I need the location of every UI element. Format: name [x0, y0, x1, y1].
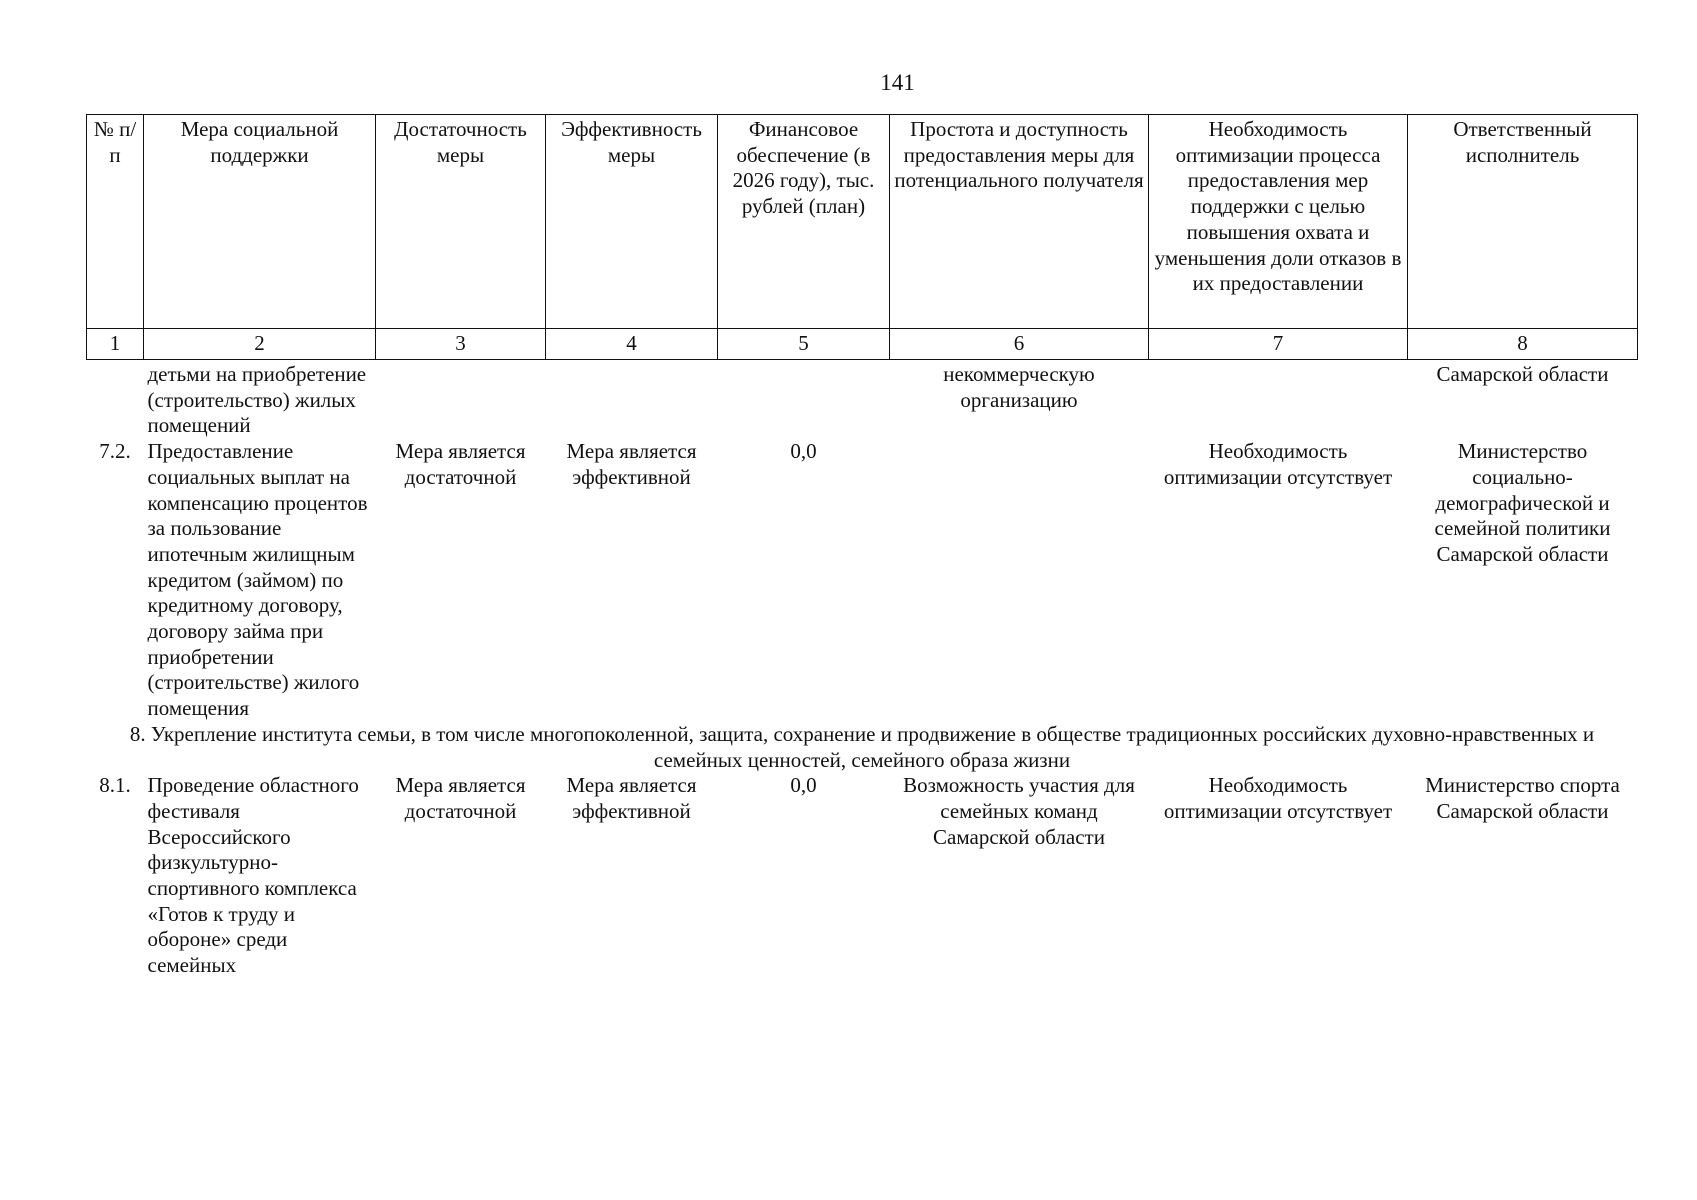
column-number: 8	[1408, 329, 1638, 360]
row-simplicity: Возможность участия для семейных команд Самарской области	[903, 773, 1135, 849]
header-executor: Ответственный исполнитель	[1408, 115, 1638, 329]
row-simplicity	[890, 439, 1149, 722]
measures-table	[86, 114, 1638, 979]
column-number: 4	[546, 329, 718, 360]
column-number: 7	[1149, 329, 1408, 360]
row-sufficiency: Мера является достаточной	[395, 773, 526, 823]
table-row	[87, 773, 1638, 979]
section-heading-row	[87, 722, 1638, 773]
column-number: 1	[87, 329, 144, 360]
row-finance: 0,0	[790, 439, 817, 464]
row-executor: Министерство спорта Самарской области	[1425, 773, 1620, 823]
row-optimization: Необходимость оптимизации отсутствует	[1163, 773, 1393, 823]
row-number: 8.1.	[99, 773, 131, 798]
header-finance: Финансовое обеспечение (в 2026 году), тыс. рублей (план)	[718, 115, 890, 329]
header-measure: Мера социальной поддержки	[144, 115, 376, 329]
header-efficiency: Эффективность меры	[546, 115, 718, 329]
row-number: 7.2.	[99, 439, 131, 464]
header-number: № п/п	[87, 115, 144, 329]
row-efficiency: Мера является эффективной	[566, 439, 697, 489]
row-efficiency	[546, 360, 718, 440]
row-executor: Самарской области	[1436, 362, 1609, 386]
section-heading: 8. Укрепление института семьи, в том числе многопоколенной, защита, сохранение и продвижение в обществе традиционных российских духовно-нравственных и семейных ценностей, семейного образа жизни	[129, 721, 1595, 772]
row-optimization	[1149, 360, 1408, 440]
header-simplicity: Простота и доступность предоставления меры для потенциального получателя	[890, 115, 1149, 329]
page-number: 141	[880, 70, 915, 95]
row-number	[87, 360, 144, 440]
row-sufficiency: Мера является достаточной	[395, 439, 526, 489]
column-number: 5	[718, 329, 890, 360]
row-measure: Предоставление социальных выплат на компенсацию процентов за пользование ипотечным жилищным кредитом (займом) по кредитному договору, договору займа при приобретении (строительстве) жилого помещения	[147, 439, 368, 721]
row-measure: детьми на приобретение (строительство) жилых помещений	[147, 362, 367, 438]
row-simplicity: некоммерческую организацию	[943, 362, 1095, 412]
row-executor: Министерство социально-демографической и семейной политики Самарской области	[1434, 439, 1611, 566]
header-optimization: Необходимость оптимизации процесса предоставления мер поддержки с целью повышения охвата и уменьшения доли отказов в их предоставлении	[1149, 115, 1408, 329]
column-number-row	[87, 329, 1638, 360]
row-finance	[718, 360, 890, 440]
column-number: 2	[144, 329, 376, 360]
column-number: 3	[376, 329, 546, 360]
header-row	[87, 115, 1638, 329]
table-row	[87, 360, 1638, 440]
header-sufficiency: Достаточность меры	[376, 115, 546, 329]
row-finance: 0,0	[790, 773, 817, 798]
row-sufficiency	[376, 360, 546, 440]
row-efficiency: Мера является эффективной	[566, 773, 697, 823]
column-number: 6	[890, 329, 1149, 360]
row-measure: Проведение областного фестиваля Всероссийского физкультурно-спортивного комплекса «Готов к труду и обороне» среди семейных	[147, 773, 359, 978]
table-row	[87, 439, 1638, 722]
row-optimization: Необходимость оптимизации отсутствует	[1163, 439, 1393, 489]
